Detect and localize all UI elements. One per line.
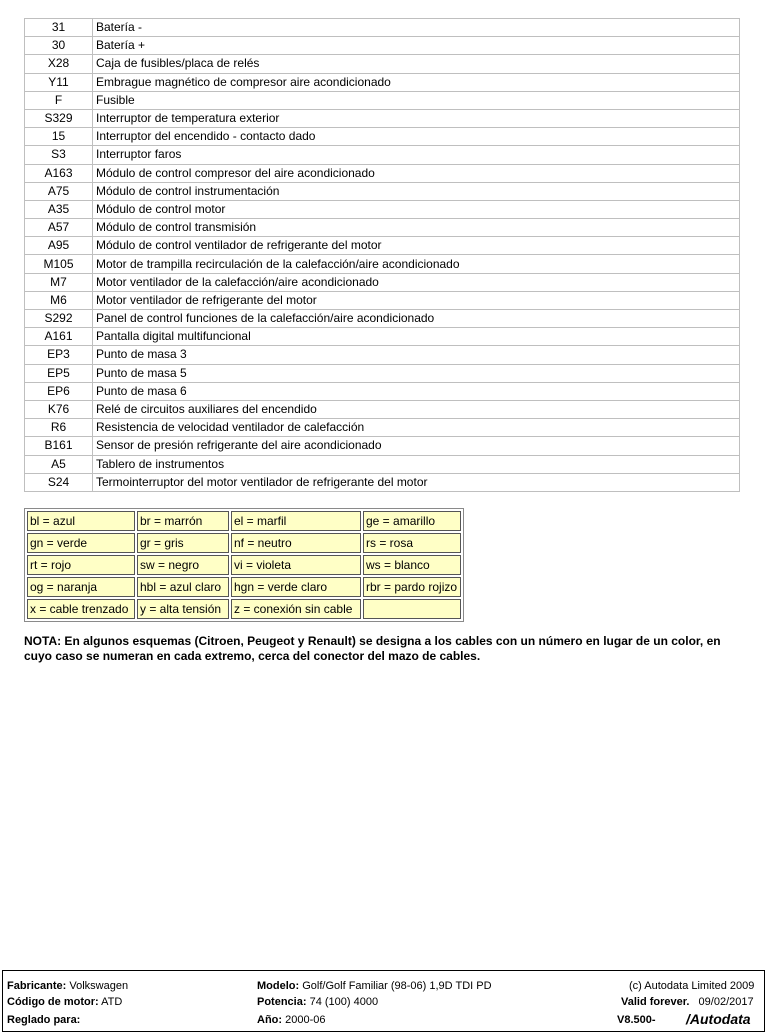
component-code: EP6 [25, 382, 93, 400]
component-code: F [25, 91, 93, 109]
table-row [25, 291, 740, 309]
component-code: 31 [25, 19, 93, 37]
component-description: Fusible [93, 91, 740, 109]
legend-cell: og = naranja [27, 577, 135, 597]
legend-cell: sw = negro [137, 555, 229, 575]
component-description: Caja de fusibles/placa de relés [93, 55, 740, 73]
component-code: S292 [25, 310, 93, 328]
component-code: M6 [25, 291, 93, 309]
legend-cell: y = alta tensión [137, 599, 229, 619]
component-code: S3 [25, 146, 93, 164]
manufacturer-row [7, 978, 128, 994]
component-description: Motor ventilador de refrigerante del motor [93, 291, 740, 309]
component-code: S24 [25, 473, 93, 491]
component-description: Módulo de control compresor del aire acondicionado [93, 164, 740, 182]
component-description: Batería - [93, 19, 740, 37]
table-row [25, 328, 740, 346]
component-code: A75 [25, 182, 93, 200]
component-description: Termointerruptor del motor ventilador de refrigerante del motor [93, 473, 740, 491]
component-code: S329 [25, 109, 93, 127]
table-row [25, 73, 740, 91]
table-row [25, 219, 740, 237]
component-code: A5 [25, 455, 93, 473]
copyright-text: (c) Autodata Limited 2009 [629, 980, 755, 992]
validity-row [621, 994, 754, 1010]
component-code: A57 [25, 219, 93, 237]
legend-cell: el = marfil [231, 511, 361, 531]
component-code: 15 [25, 128, 93, 146]
table-row [25, 55, 740, 73]
component-description: Interruptor faros [93, 146, 740, 164]
component-code: A163 [25, 164, 93, 182]
component-code: A35 [25, 200, 93, 218]
table-row [25, 400, 740, 418]
legend-cell: hbl = azul claro [137, 577, 229, 597]
component-description: Módulo de control instrumentación [93, 182, 740, 200]
table-row [25, 200, 740, 218]
table-row [25, 182, 740, 200]
legend-cell: rs = rosa [363, 533, 461, 553]
component-description: Punto de masa 5 [93, 364, 740, 382]
tuned-for-row [7, 1012, 80, 1028]
component-description: Motor de trampilla recirculación de la calefacción/aire acondicionado [93, 255, 740, 273]
table-row [25, 164, 740, 182]
legend-cell: ws = blanco [363, 555, 461, 575]
legend-row [27, 533, 461, 553]
engine-code-value: ATD [101, 996, 123, 1008]
power-label: Potencia: [257, 996, 307, 1008]
table-row [25, 473, 740, 491]
component-description: Sensor de presión refrigerante del aire acondicionado [93, 437, 740, 455]
component-code: X28 [25, 55, 93, 73]
engine-code-row [7, 994, 122, 1010]
table-row [25, 237, 740, 255]
component-code: EP5 [25, 364, 93, 382]
component-code: EP3 [25, 346, 93, 364]
table-row [25, 346, 740, 364]
table-row [25, 19, 740, 37]
component-description: Relé de circuitos auxiliares del encendido [93, 400, 740, 418]
year-row [257, 1012, 325, 1028]
component-description: Tablero de instrumentos [93, 455, 740, 473]
component-description: Interruptor de temperatura exterior [93, 109, 740, 127]
table-row [25, 109, 740, 127]
component-description: Módulo de control ventilador de refrigerante del motor [93, 237, 740, 255]
component-code: K76 [25, 400, 93, 418]
legend-cell: ge = amarillo [363, 511, 461, 531]
legend-cell [363, 599, 461, 619]
components-table [24, 18, 740, 492]
table-row [25, 455, 740, 473]
table-row [25, 146, 740, 164]
component-description: Módulo de control transmisión [93, 219, 740, 237]
wire-color-legend [24, 508, 464, 622]
legend-cell: rbr = pardo rojizo [363, 577, 461, 597]
validity-text: Valid forever. [621, 996, 690, 1008]
model-value: Golf/Golf Familiar (98-06) 1,9D TDI PD [302, 980, 492, 992]
table-row [25, 419, 740, 437]
component-code: R6 [25, 419, 93, 437]
component-code: Y11 [25, 73, 93, 91]
legend-row [27, 577, 461, 597]
table-row [25, 128, 740, 146]
print-date: 09/02/2017 [698, 996, 754, 1008]
legend-cell: rt = rojo [27, 555, 135, 575]
component-description: Motor ventilador de la calefacción/aire acondicionado [93, 273, 740, 291]
component-code: M105 [25, 255, 93, 273]
table-row [25, 37, 740, 55]
legend-cell: z = conexión sin cable [231, 599, 361, 619]
table-row [25, 437, 740, 455]
table-row [25, 382, 740, 400]
legend-cell: hgn = verde claro [231, 577, 361, 597]
legend-cell: vi = violeta [231, 555, 361, 575]
legend-cell: x = cable trenzado [27, 599, 135, 619]
component-description: Interruptor del encendido - contacto dado [93, 128, 740, 146]
table-row [25, 310, 740, 328]
note-text: NOTA: En algunos esquemas (Citroen, Peugeot y Renault) se designa a los cables con un número en lugar de un color, en cuyo caso se numeran en cada extremo, cerca del conector del mazo de cables. [24, 634, 721, 663]
component-description: Pantalla digital multifuncional [93, 328, 740, 346]
manufacturer-label: Fabricante: [7, 980, 67, 992]
year-value: 2000-06 [285, 1014, 326, 1026]
component-description: Módulo de control motor [93, 200, 740, 218]
component-description: Resistencia de velocidad ventilador de calefacción [93, 419, 740, 437]
component-description: Punto de masa 6 [93, 382, 740, 400]
legend-row [27, 599, 461, 619]
component-description: Punto de masa 3 [93, 346, 740, 364]
component-code: M7 [25, 273, 93, 291]
legend-cell: gn = verde [27, 533, 135, 553]
table-row [25, 273, 740, 291]
component-description: Panel de control funciones de la calefacción/aire acondicionado [93, 310, 740, 328]
power-row [257, 994, 378, 1010]
legend-cell: br = marrón [137, 511, 229, 531]
manufacturer-value: Volkswagen [69, 980, 129, 992]
power-value: 74 (100) 4000 [309, 996, 379, 1008]
table-row [25, 364, 740, 382]
model-label: Modelo: [257, 980, 300, 992]
year-label: Año: [257, 1014, 283, 1026]
autodata-logo: /Autodata [686, 1011, 751, 1027]
legend-row [27, 555, 461, 575]
component-code: 30 [25, 37, 93, 55]
component-description: Embrague magnético de compresor aire acondicionado [93, 73, 740, 91]
legend-row [27, 511, 461, 531]
version-text: V8.500- [617, 1014, 656, 1026]
legend-cell: gr = gris [137, 533, 229, 553]
component-code: A95 [25, 237, 93, 255]
document-footer [2, 970, 765, 1032]
table-row [25, 91, 740, 109]
component-code: B161 [25, 437, 93, 455]
component-description: Batería + [93, 37, 740, 55]
legend-cell: bl = azul [27, 511, 135, 531]
legend-cell: nf = neutro [231, 533, 361, 553]
model-row [257, 978, 492, 994]
table-row [25, 255, 740, 273]
tuned-for-label: Reglado para: [7, 1014, 81, 1026]
engine-code-label: Código de motor: [7, 996, 99, 1008]
component-code: A161 [25, 328, 93, 346]
